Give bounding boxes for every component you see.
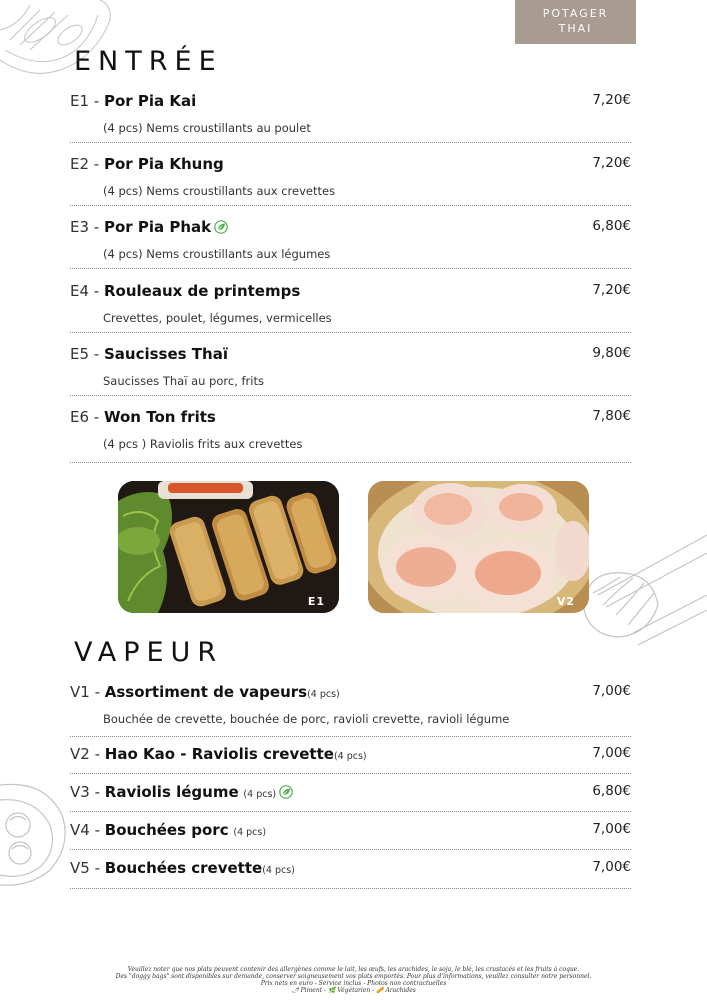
dotted-divider <box>70 462 631 463</box>
item-name: Bouchées porc <box>104 821 229 839</box>
photo-label: V2 <box>556 595 575 608</box>
item-name: Bouchées crevette <box>104 859 263 877</box>
badge-line-2: THAI <box>558 22 593 35</box>
dotted-divider <box>70 736 631 737</box>
item-header <box>70 155 631 177</box>
item-description: Bouchée de crevette, bouchée de porc, ravioli crevette, ravioli légume <box>103 712 510 726</box>
item-name: Rouleaux de printemps <box>103 282 301 300</box>
item-header <box>70 218 631 240</box>
dotted-divider <box>70 395 631 396</box>
item-name: Hao Kao - Raviolis crevette <box>104 745 334 763</box>
item-name: Assortiment de vapeurs <box>104 683 308 701</box>
item-header <box>70 282 631 304</box>
dotted-divider <box>70 811 631 812</box>
item-price: 7,00€ <box>592 745 631 761</box>
item-description: (4 pcs ) Raviolis frits aux crevettes <box>103 437 303 451</box>
item-price: 7,00€ <box>592 821 631 837</box>
menu-item-e6 <box>70 408 631 468</box>
footer-line-legend: 🌶 Piment - 🌿 Végétarien - 🥜 Arachides <box>291 987 416 994</box>
item-code: V3 - <box>70 783 105 801</box>
item-header <box>70 408 631 430</box>
item-code: V5 - <box>70 859 105 877</box>
item-description: Crevettes, poulet, légumes, vermicelles <box>103 311 332 325</box>
item-description: (4 pcs) Nems croustillants au poulet <box>103 121 311 135</box>
item-code: V2 - <box>70 745 105 763</box>
menu-item-v1 <box>70 683 631 743</box>
dotted-divider <box>70 268 631 269</box>
item-price: 7,20€ <box>592 282 631 298</box>
item-quantity: (4 pcs) <box>333 751 367 762</box>
item-name: Raviolis légume <box>104 783 239 801</box>
dotted-divider <box>70 332 631 333</box>
item-code: V1 - <box>70 683 105 701</box>
item-code: E2 - <box>70 155 104 173</box>
item-header <box>70 92 631 114</box>
item-quantity: (4 pcs) <box>262 865 295 876</box>
item-header <box>70 821 631 843</box>
food-photo-v2 <box>368 481 589 613</box>
dotted-divider <box>70 773 631 774</box>
item-code: E1 - <box>70 92 104 110</box>
dotted-divider <box>70 142 631 143</box>
allergen-footer <box>0 966 707 994</box>
item-price: 7,00€ <box>592 859 631 875</box>
sketch-dumpling-chopsticks <box>578 515 707 650</box>
footer-line-prices: Prix nets en euro - Service inclus - Photos non contractuelles <box>260 980 447 987</box>
sketch-bamboo-steamer <box>0 775 70 890</box>
item-name: Por Pia Phak <box>103 218 212 236</box>
item-header <box>70 745 631 767</box>
menu-item-e4 <box>70 282 631 342</box>
dotted-divider <box>70 205 631 206</box>
item-price: 6,80€ <box>592 218 631 234</box>
dotted-divider <box>70 888 631 889</box>
item-quantity: (4 pcs) <box>233 827 267 838</box>
item-description: (4 pcs) Nems croustillants aux légumes <box>103 247 331 261</box>
section-title-vapeur: VAPEUR <box>74 637 224 668</box>
item-price: 7,80€ <box>592 408 631 424</box>
item-name: Won Ton frits <box>103 408 216 426</box>
menu-item-e3 <box>70 218 631 278</box>
item-code: E6 - <box>70 408 104 426</box>
badge-line-1: POTAGER <box>542 7 609 20</box>
footer-line-allergens: Veuillez noter que nos plats peuvent contenir des allergènes comme le lait, les œufs, les arachides, le soja, le blé, les crustacés et les fruits à coque. <box>127 966 580 973</box>
item-description: (4 pcs) Nems croustillants aux crevettes <box>103 184 336 198</box>
footer-line-doggy-bags: Des "doggy bags" sont disponibles sur demande, conserver soigneusement vos plats emportés. Pour plus d'informations, veuillez consulter notre personnel. <box>115 973 592 980</box>
category-badge <box>515 0 636 44</box>
item-description: Saucisses Thaï au porc, frits <box>103 374 264 388</box>
item-header <box>70 345 631 367</box>
dumplings-illustration <box>368 481 589 613</box>
item-code: E5 - <box>70 345 104 363</box>
item-name: Por Pia Khung <box>103 155 224 173</box>
item-price: 7,20€ <box>592 92 631 108</box>
item-name: Saucisses Thaï <box>103 345 228 363</box>
menu-item-e5 <box>70 345 631 405</box>
item-code: V4 - <box>70 821 105 839</box>
menu-item-v4 <box>70 821 631 853</box>
photo-label: E1 <box>307 595 325 608</box>
menu-item-e2 <box>70 155 631 215</box>
item-price: 9,80€ <box>592 345 631 361</box>
item-quantity: (4 pcs) <box>243 789 277 800</box>
item-price: 7,20€ <box>592 155 631 171</box>
item-quantity: (4 pcs) <box>307 689 340 700</box>
item-header <box>70 683 631 705</box>
food-photo-e1 <box>118 481 339 613</box>
menu-item-v2 <box>70 745 631 777</box>
spring-rolls-illustration <box>118 481 339 613</box>
item-code: E3 - <box>70 218 104 236</box>
item-header <box>70 783 631 805</box>
item-price: 7,00€ <box>592 683 631 699</box>
item-price: 6,80€ <box>592 783 631 799</box>
menu-item-e1 <box>70 92 631 152</box>
item-header <box>70 859 631 881</box>
vegetarian-leaf-icon <box>214 220 228 234</box>
menu-item-v3 <box>70 783 631 815</box>
section-title-entree: ENTRÉE <box>74 46 223 77</box>
menu-item-v5 <box>70 859 631 891</box>
dotted-divider <box>70 849 631 850</box>
vegetarian-leaf-icon <box>279 785 293 799</box>
item-code: E4 - <box>70 282 104 300</box>
item-name: Por Pia Kai <box>103 92 197 110</box>
